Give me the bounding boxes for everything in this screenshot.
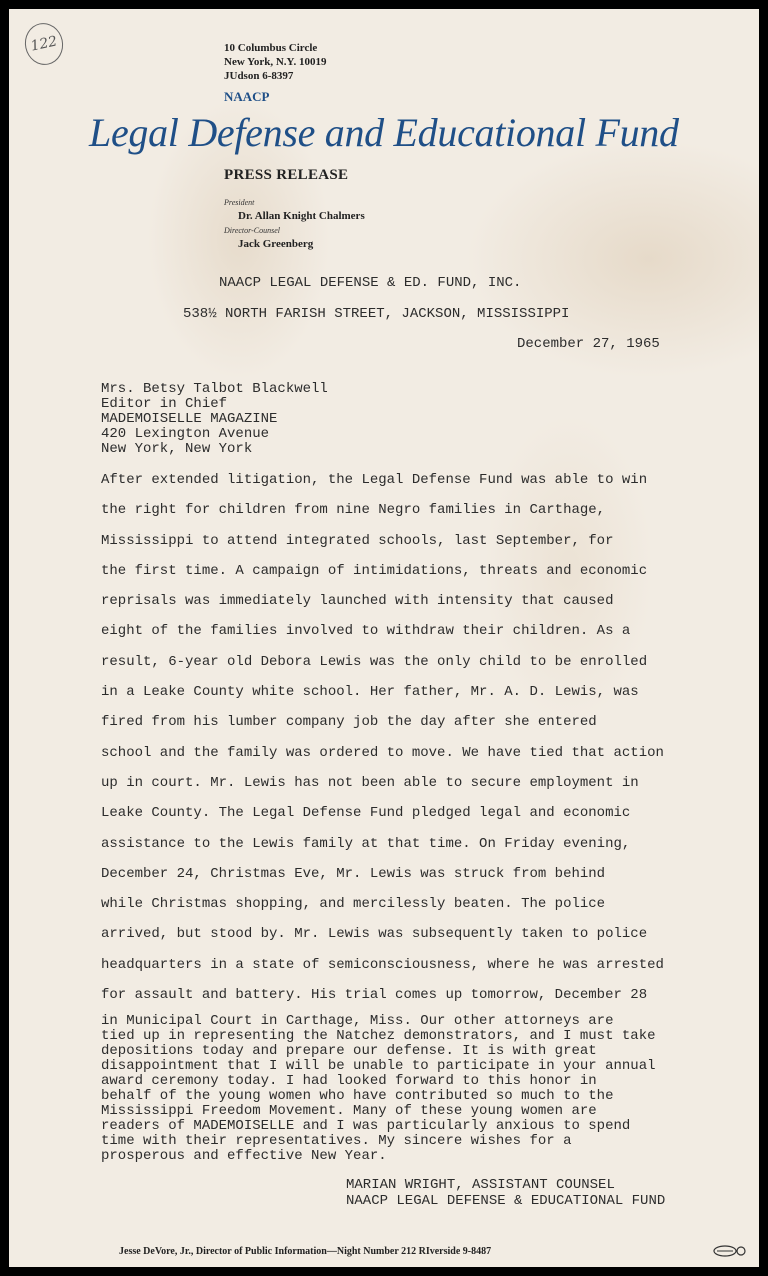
body-line: depositions today and prepare our defense. It is with great	[101, 1043, 597, 1059]
address-line: New York, N.Y. 10019	[224, 56, 327, 68]
director-block	[224, 220, 313, 250]
letterhead-address	[224, 41, 326, 83]
body-line: assistance to the Lewis family at that time. On Friday evening,	[101, 835, 631, 852]
recipient-line: MADEMOISELLE MAGAZINE	[101, 411, 278, 427]
body-line: disappointment that I will be unable to participate in your annual	[101, 1058, 656, 1074]
address-line: JUdson 6-8397	[224, 70, 294, 82]
signature-org: NAACP LEGAL DEFENSE & EDUCATIONAL FUND	[346, 1193, 666, 1209]
body-line: while Christmas shopping, and mercilessly beaten. The police	[101, 896, 606, 913]
letter-body-double-spaced	[101, 465, 664, 1010]
body-line: Mississippi to attend integrated schools, last September, for	[101, 532, 614, 549]
body-line: in Municipal Court in Carthage, Miss. Our other attorneys are	[101, 1013, 614, 1029]
office-address: 538½ NORTH FARISH STREET, JACKSON, MISSISSIPPI	[183, 306, 570, 322]
office-name: NAACP LEGAL DEFENSE & ED. FUND, INC.	[219, 275, 522, 291]
body-line: eight of the families involved to withdraw their children. As a	[101, 623, 631, 640]
body-line: for assault and battery. His trial comes up tomorrow, December 28	[101, 987, 648, 1004]
president-name: Dr. Allan Knight Chalmers	[238, 210, 365, 222]
body-line: school and the family was ordered to move. We have tied that action	[101, 744, 664, 761]
recipient-block	[101, 382, 328, 457]
body-line: behalf of the young women who have contributed so much to the	[101, 1088, 614, 1104]
body-line: prosperous and effective New Year.	[101, 1148, 387, 1164]
letter-date: December 27, 1965	[517, 336, 660, 352]
signature-block	[346, 1177, 665, 1209]
body-line: tied up in representing the Natchez demonstrators, and I must take	[101, 1028, 656, 1044]
body-line: award ceremony today. I had looked forward to this honor in	[101, 1073, 597, 1089]
body-line: up in court. Mr. Lewis has not been able to secure employment in	[101, 774, 639, 791]
recipient-line: Editor in Chief	[101, 396, 228, 412]
recipient-line: Mrs. Betsy Talbot Blackwell	[101, 381, 328, 397]
director-role: Director-Counsel	[224, 226, 280, 235]
body-line: the right for children from nine Negro families in Carthage,	[101, 502, 606, 519]
org-title: Legal Defense and Educational Fund	[89, 110, 679, 155]
body-line: reprisals was immediately launched with intensity that caused	[101, 593, 614, 610]
handwritten-page-number: 122	[21, 20, 67, 69]
body-line: Leake County. The Legal Defense Fund pledged legal and economic	[101, 805, 631, 822]
address-line: 10 Columbus Circle	[224, 42, 318, 54]
president-block	[224, 192, 365, 222]
body-line: time with their representatives. My sincere wishes for a	[101, 1133, 572, 1149]
body-line: headquarters in a state of semiconsciousness, where he was arrested	[101, 956, 664, 973]
org-short-name: NAACP	[224, 89, 270, 104]
footer-contact: Jesse DeVore, Jr., Director of Public Information—Night Number 212 RIverside 9-8487	[119, 1246, 492, 1257]
body-line: arrived, but stood by. Mr. Lewis was subsequently taken to police	[101, 926, 648, 943]
union-bug-icon	[713, 1244, 747, 1258]
recipient-line: 420 Lexington Avenue	[101, 426, 270, 442]
body-line: December 24, Christmas Eve, Mr. Lewis was struck from behind	[101, 865, 606, 882]
body-line: After extended litigation, the Legal Defense Fund was able to win	[101, 472, 648, 488]
director-name: Jack Greenberg	[238, 238, 314, 250]
letter-body-single-spaced	[101, 1014, 656, 1164]
president-role: President	[224, 198, 255, 207]
body-line: the first time. A campaign of intimidations, threats and economic	[101, 562, 648, 579]
body-line: in a Leake County white school. Her father, Mr. A. D. Lewis, was	[101, 684, 639, 701]
press-release-label: PRESS RELEASE	[224, 167, 349, 183]
body-line: readers of MADEMOISELLE and I was particularly anxious to spend	[101, 1118, 631, 1134]
recipient-line: New York, New York	[101, 441, 253, 457]
signature-name: MARIAN WRIGHT, ASSISTANT COUNSEL	[346, 1177, 615, 1193]
body-line: fired from his lumber company job the day after she entered	[101, 714, 597, 731]
letter-page	[9, 9, 759, 1267]
body-line: result, 6-year old Debora Lewis was the only child to be enrolled	[101, 653, 648, 670]
body-line: Mississippi Freedom Movement. Many of these young women are	[101, 1103, 597, 1119]
